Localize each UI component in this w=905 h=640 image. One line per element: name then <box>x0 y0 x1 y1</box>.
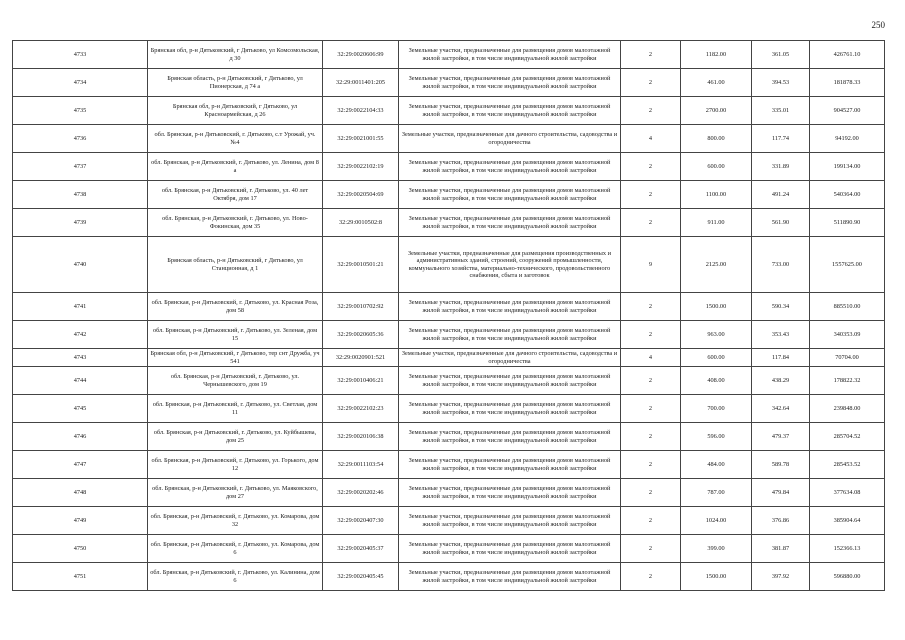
table-row <box>13 125 885 153</box>
address-cell: обл. Брянская, р-н Дятьковский, г. Дятьково, ул. 40 лет Октября, дом 17 <box>148 181 323 209</box>
cadastral-value-cell: 511890.90 <box>810 209 885 237</box>
cadastral-value-cell: 285704.52 <box>810 423 885 451</box>
land-use-cell: Земельные участки, предназначенные для размещения домов малоэтажной жилой застройки, в том числе индивидуальной жилой застройки <box>399 153 621 181</box>
specific-value-cell: 479.84 <box>752 479 810 507</box>
address-cell: Брянская область, р-н Дятьковский, г Дятьково, ул Пионерская, д 74 а <box>148 69 323 97</box>
cadastral-value-cell: 426761.10 <box>810 41 885 69</box>
cadastral-number-cell: 32:29:0020106:38 <box>323 423 399 451</box>
cadastral-number-cell: 32:29:0010406:21 <box>323 367 399 395</box>
specific-value-cell: 117.84 <box>752 349 810 367</box>
cadastral-number-cell: 32:29:0022104:33 <box>323 97 399 125</box>
table-row <box>13 479 885 507</box>
cadastral-number-cell: 32:29:0020605:36 <box>323 321 399 349</box>
row-number: 4743 <box>13 349 148 367</box>
area-cell: 399.00 <box>681 535 752 563</box>
area-cell: 408.00 <box>681 367 752 395</box>
area-cell: 1024.00 <box>681 507 752 535</box>
table-row <box>13 535 885 563</box>
address-cell: обл. Брянская, р-н Дятьковский, г. Дятьково, ул. Горького, дом 12 <box>148 451 323 479</box>
address-cell: обл. Брянская, р-н Дятьковский, г. Дятьково, ул. Светлая, дом 11 <box>148 395 323 423</box>
area-cell: 1100.00 <box>681 181 752 209</box>
area-cell: 787.00 <box>681 479 752 507</box>
area-cell: 800.00 <box>681 125 752 153</box>
cadastral-number-cell: 32:29:0020504:69 <box>323 181 399 209</box>
use-group-cell: 2 <box>621 153 681 181</box>
table-row <box>13 367 885 395</box>
land-use-cell: Земельные участки, предназначенные для размещения домов малоэтажной жилой застройки, в том числе индивидуальной жилой застройки <box>399 209 621 237</box>
address-cell: обл. Брянская, р-н Дятьковский, г. Дятьково, ул. Ленина, дом 8 а <box>148 153 323 181</box>
land-use-cell: Земельные участки, предназначенные для дачного строительства, садоводства и огородничества <box>399 349 621 367</box>
land-registry-table <box>12 40 885 591</box>
specific-value-cell: 381.87 <box>752 535 810 563</box>
row-number: 4734 <box>13 69 148 97</box>
specific-value-cell: 491.24 <box>752 181 810 209</box>
cadastral-value-cell: 904527.00 <box>810 97 885 125</box>
use-group-cell: 2 <box>621 395 681 423</box>
cadastral-number-cell: 32:29:0011103:54 <box>323 451 399 479</box>
cadastral-number-cell: 32:29:0020407:30 <box>323 507 399 535</box>
cadastral-value-cell: 540364.00 <box>810 181 885 209</box>
specific-value-cell: 117.74 <box>752 125 810 153</box>
table-row <box>13 153 885 181</box>
land-use-cell: Земельные участки, предназначенные для размещения домов малоэтажной жилой застройки, в том числе индивидуальной жилой застройки <box>399 97 621 125</box>
table-row <box>13 507 885 535</box>
address-cell: Брянская обл, р-н Дятьковский, г Дятьково, ул Красноармейская, д 26 <box>148 97 323 125</box>
address-cell: обл. Брянская, р-н Дятьковский, г. Дятьково, с.т Урожай, уч.№4 <box>148 125 323 153</box>
table-row <box>13 69 885 97</box>
area-cell: 963.00 <box>681 321 752 349</box>
cadastral-value-cell: 199134.00 <box>810 153 885 181</box>
address-cell: обл. Брянская, р-н Дятьковский, г. Дятьково, ул. Маяковского, дом 27 <box>148 479 323 507</box>
use-group-cell: 2 <box>621 563 681 591</box>
row-number: 4737 <box>13 153 148 181</box>
address-cell: обл. Брянская, р-н Дятьковский, г. Дятьково, ул. Калинина, дом 6 <box>148 563 323 591</box>
use-group-cell: 2 <box>621 535 681 563</box>
specific-value-cell: 342.64 <box>752 395 810 423</box>
row-number: 4733 <box>13 41 148 69</box>
use-group-cell: 2 <box>621 507 681 535</box>
use-group-cell: 2 <box>621 41 681 69</box>
specific-value-cell: 394.53 <box>752 69 810 97</box>
cadastral-number-cell: 32:29:0020405:37 <box>323 535 399 563</box>
area-cell: 2125.00 <box>681 237 752 293</box>
row-number: 4742 <box>13 321 148 349</box>
table-row <box>13 395 885 423</box>
specific-value-cell: 331.89 <box>752 153 810 181</box>
address-cell: обл. Брянская, р-н Дятьковский, г. Дятьково, ул. Зеленая, дом 15 <box>148 321 323 349</box>
table-row <box>13 209 885 237</box>
table-row <box>13 41 885 69</box>
use-group-cell: 2 <box>621 97 681 125</box>
use-group-cell: 2 <box>621 367 681 395</box>
use-group-cell: 2 <box>621 69 681 97</box>
address-cell: Брянская обл, р-н Дятьковский, г Дятьково, тер снт Дружба, уч 541 <box>148 349 323 367</box>
land-use-cell: Земельные участки, предназначенные для дачного строительства, садоводства и огородничества <box>399 125 621 153</box>
cadastral-number-cell: 32:29:0022102:19 <box>323 153 399 181</box>
table-row <box>13 321 885 349</box>
table-row <box>13 451 885 479</box>
row-number: 4749 <box>13 507 148 535</box>
row-number: 4750 <box>13 535 148 563</box>
area-cell: 2700.00 <box>681 97 752 125</box>
specific-value-cell: 376.86 <box>752 507 810 535</box>
cadastral-value-cell: 885510.00 <box>810 293 885 321</box>
area-cell: 600.00 <box>681 153 752 181</box>
cadastral-value-cell: 70704.00 <box>810 349 885 367</box>
row-number: 4741 <box>13 293 148 321</box>
cadastral-number-cell: 32:29:0010502:8 <box>323 209 399 237</box>
area-cell: 600.00 <box>681 349 752 367</box>
row-number: 4740 <box>13 237 148 293</box>
address-cell: обл. Брянская, р-н Дятьковский, г. Дятьково, ул. Куйбышева, дом 25 <box>148 423 323 451</box>
area-cell: 461.00 <box>681 69 752 97</box>
cadastral-value-cell: 385904.64 <box>810 507 885 535</box>
specific-value-cell: 590.34 <box>752 293 810 321</box>
use-group-cell: 2 <box>621 451 681 479</box>
table-row <box>13 293 885 321</box>
cadastral-value-cell: 285453.52 <box>810 451 885 479</box>
land-use-cell: Земельные участки, предназначенные для размещения домов малоэтажной жилой застройки, в том числе индивидуальной жилой застройки <box>399 563 621 591</box>
row-number: 4745 <box>13 395 148 423</box>
land-use-cell: Земельные участки, предназначенные для размещения производственных и административных зданий, строений, сооружений промышленности, коммунального хозяйства, материально-технического, продовольственного снабжения, сбыта и заготовок <box>399 237 621 293</box>
land-use-cell: Земельные участки, предназначенные для размещения домов малоэтажной жилой застройки, в том числе индивидуальной жилой застройки <box>399 479 621 507</box>
cadastral-value-cell: 178822.32 <box>810 367 885 395</box>
row-number: 4751 <box>13 563 148 591</box>
row-number: 4747 <box>13 451 148 479</box>
cadastral-value-cell: 377634.08 <box>810 479 885 507</box>
use-group-cell: 4 <box>621 125 681 153</box>
use-group-cell: 2 <box>621 293 681 321</box>
cadastral-number-cell: 32:29:0010702:92 <box>323 293 399 321</box>
specific-value-cell: 353.43 <box>752 321 810 349</box>
row-number: 4744 <box>13 367 148 395</box>
address-cell: обл. Брянская, р-н Дятьковский, г. Дятьково, ул. Ново-Фокинская, дом 35 <box>148 209 323 237</box>
specific-value-cell: 335.01 <box>752 97 810 125</box>
land-use-cell: Земельные участки, предназначенные для размещения домов малоэтажной жилой застройки, в том числе индивидуальной жилой застройки <box>399 423 621 451</box>
cadastral-number-cell: 32:29:0022102:23 <box>323 395 399 423</box>
use-group-cell: 9 <box>621 237 681 293</box>
row-number: 4735 <box>13 97 148 125</box>
specific-value-cell: 561.90 <box>752 209 810 237</box>
use-group-cell: 2 <box>621 181 681 209</box>
area-cell: 911.00 <box>681 209 752 237</box>
area-cell: 700.00 <box>681 395 752 423</box>
row-number: 4746 <box>13 423 148 451</box>
specific-value-cell: 438.29 <box>752 367 810 395</box>
use-group-cell: 2 <box>621 209 681 237</box>
specific-value-cell: 361.05 <box>752 41 810 69</box>
land-use-cell: Земельные участки, предназначенные для размещения домов малоэтажной жилой застройки, в том числе индивидуальной жилой застройки <box>399 507 621 535</box>
land-use-cell: Земельные участки, предназначенные для размещения домов малоэтажной жилой застройки, в том числе индивидуальной жилой застройки <box>399 451 621 479</box>
area-cell: 1182.00 <box>681 41 752 69</box>
land-use-cell: Земельные участки, предназначенные для размещения домов малоэтажной жилой застройки, в том числе индивидуальной жилой застройки <box>399 41 621 69</box>
cadastral-value-cell: 152366.13 <box>810 535 885 563</box>
address-cell: обл. Брянская, р-н Дятьковский, г. Дятьково, ул. Комарова, дом 6 <box>148 535 323 563</box>
cadastral-value-cell: 1557625.00 <box>810 237 885 293</box>
use-group-cell: 2 <box>621 479 681 507</box>
land-use-cell: Земельные участки, предназначенные для размещения домов малоэтажной жилой застройки, в том числе индивидуальной жилой застройки <box>399 535 621 563</box>
specific-value-cell: 479.37 <box>752 423 810 451</box>
use-group-cell: 2 <box>621 321 681 349</box>
land-use-cell: Земельные участки, предназначенные для размещения домов малоэтажной жилой застройки, в том числе индивидуальной жилой застройки <box>399 181 621 209</box>
specific-value-cell: 733.00 <box>752 237 810 293</box>
land-use-cell: Земельные участки, предназначенные для размещения домов малоэтажной жилой застройки, в том числе индивидуальной жилой застройки <box>399 293 621 321</box>
cadastral-value-cell: 181878.33 <box>810 69 885 97</box>
cadastral-number-cell: 32:29:0020606:99 <box>323 41 399 69</box>
area-cell: 1500.00 <box>681 563 752 591</box>
specific-value-cell: 589.78 <box>752 451 810 479</box>
cadastral-number-cell: 32:29:0021001:55 <box>323 125 399 153</box>
row-number: 4748 <box>13 479 148 507</box>
area-cell: 484.00 <box>681 451 752 479</box>
table-row <box>13 563 885 591</box>
land-use-cell: Земельные участки, предназначенные для размещения домов малоэтажной жилой застройки, в том числе индивидуальной жилой застройки <box>399 395 621 423</box>
area-cell: 1500.00 <box>681 293 752 321</box>
address-cell: обл. Брянская, р-н Дятьковский, г. Дятьково, ул. Чернышевского, дом 19 <box>148 367 323 395</box>
use-group-cell: 2 <box>621 423 681 451</box>
land-use-cell: Земельные участки, предназначенные для размещения домов малоэтажной жилой застройки, в том числе индивидуальной жилой застройки <box>399 69 621 97</box>
cadastral-value-cell: 94192.00 <box>810 125 885 153</box>
table-row <box>13 237 885 293</box>
row-number: 4738 <box>13 181 148 209</box>
cadastral-number-cell: 32:29:0011401:205 <box>323 69 399 97</box>
cadastral-number-cell: 32:29:0020405:45 <box>323 563 399 591</box>
cadastral-number-cell: 32:29:0020901:521 <box>323 349 399 367</box>
row-number: 4736 <box>13 125 148 153</box>
address-cell: Брянская обл, р-н Дятьковский, г Дятьково, ул Комсомольская, д 30 <box>148 41 323 69</box>
table-row <box>13 349 885 367</box>
cadastral-number-cell: 32:29:0020202:46 <box>323 479 399 507</box>
row-number: 4739 <box>13 209 148 237</box>
cadastral-number-cell: 32:29:0010501:21 <box>323 237 399 293</box>
specific-value-cell: 397.92 <box>752 563 810 591</box>
cadastral-value-cell: 340353.09 <box>810 321 885 349</box>
land-use-cell: Земельные участки, предназначенные для размещения домов малоэтажной жилой застройки, в том числе индивидуальной жилой застройки <box>399 367 621 395</box>
address-cell: обл. Брянская, р-н Дятьковский, г. Дятьково, ул. Красная Роза, дом 58 <box>148 293 323 321</box>
area-cell: 596.00 <box>681 423 752 451</box>
address-cell: обл. Брянская, р-н Дятьковский, г. Дятьково, ул. Комарова, дом 32 <box>148 507 323 535</box>
land-use-cell: Земельные участки, предназначенные для размещения домов малоэтажной жилой застройки, в том числе индивидуальной жилой застройки <box>399 321 621 349</box>
address-cell: Брянская область, р-н Дятьковский, г Дятьково, ул Станционная, д 1 <box>148 237 323 293</box>
table-row <box>13 181 885 209</box>
table-row <box>13 97 885 125</box>
use-group-cell: 4 <box>621 349 681 367</box>
cadastral-value-cell: 239848.00 <box>810 395 885 423</box>
page-number: 250 <box>871 20 885 30</box>
table-row <box>13 423 885 451</box>
cadastral-value-cell: 596880.00 <box>810 563 885 591</box>
